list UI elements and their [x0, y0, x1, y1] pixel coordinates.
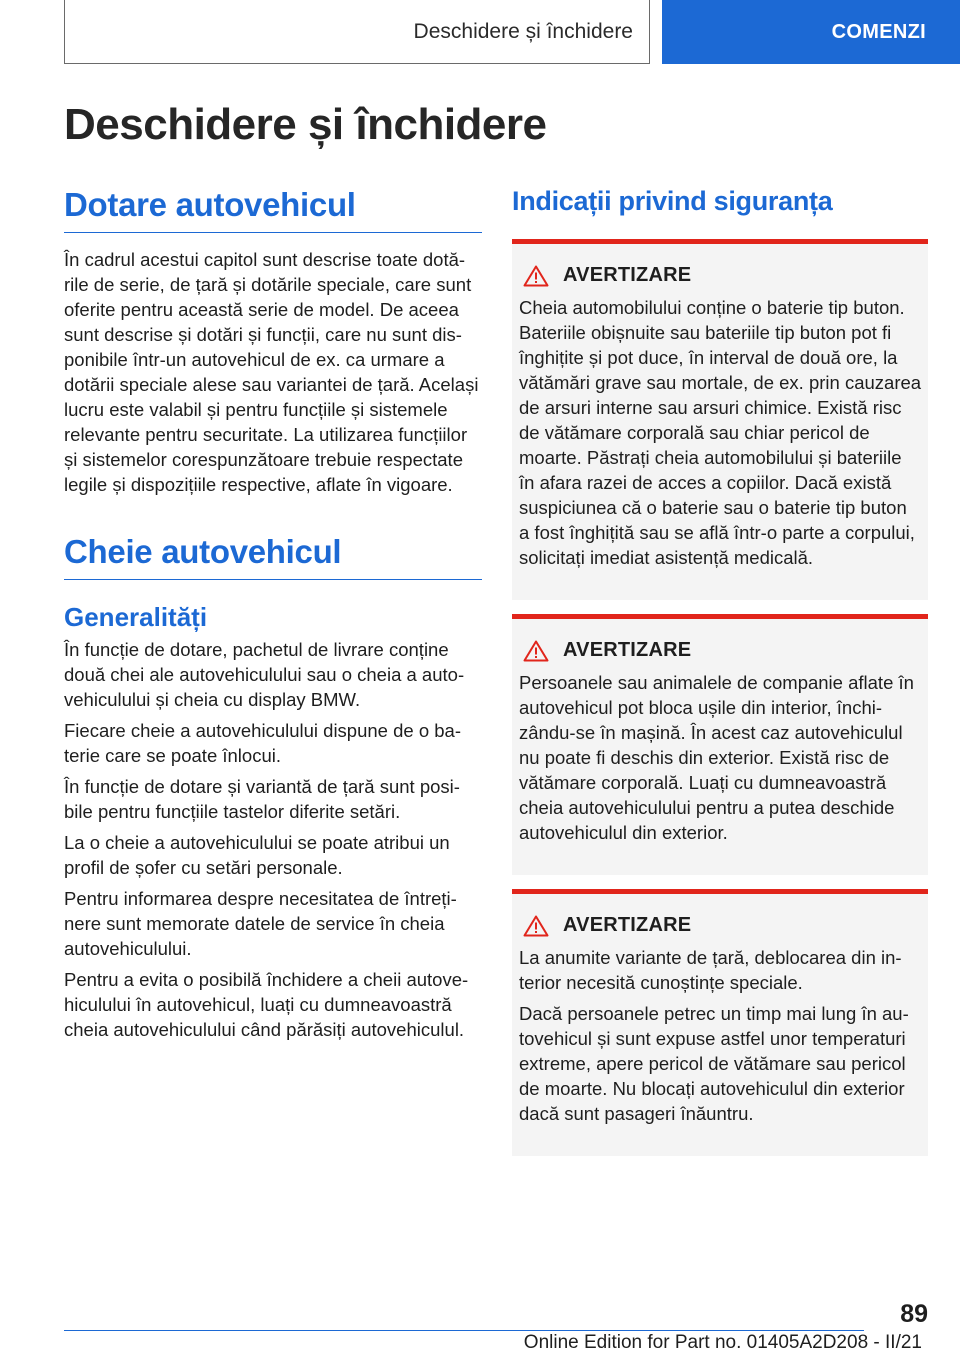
- warning-box: [512, 614, 928, 875]
- warning-text: Dacă persoanele petrec un timp mai lung în autovehicul și sunt expuse astfel unor temperaturi extreme, apere pericol de vătămare sau pericol de moarte. Nu blocați autovehiculul din exterior dacă sunt pasageri înăuntru.: [519, 1003, 909, 1124]
- warning-label: AVERTIZARE: [563, 639, 692, 661]
- warning-header: [519, 914, 922, 937]
- general-paragraph: Pentru a evita o posibilă închidere a cheii autovehiculului în autovehicul, luați cu dumneavoastră cheia autovehiculului când părăsiți autovehiculul.: [64, 969, 469, 1040]
- warning-text: Persoanele sau animalele de companie aflate în autovehicul pot bloca ușile din interior, închizându-se în mașină. În acest caz autovehiculul nu poate fi deschis din exterior. Există risc de vătămare corporală. Luați cu dumneavoastră cheia autovehiculului pentru a putea deschide autovehiculul din exterior.: [519, 672, 914, 843]
- general-paragraph: La o cheie a autovehiculului se poate atribui un profil de șofer cu setări personale.: [64, 832, 450, 878]
- warning-triangle-icon: [523, 265, 549, 287]
- chapter-tab: [64, 0, 650, 64]
- page-title: Deschidere și închidere: [64, 100, 547, 149]
- edition-text: Online Edition for Part no. 01405A2D208 - II/21: [523, 1332, 922, 1353]
- warning-label: AVERTIZARE: [563, 914, 692, 936]
- general-paragraph: Pentru informarea despre necesitatea de întreținere sunt memorate datele de service în cheia autovehiculului.: [64, 888, 457, 959]
- warning-triangle-icon: [523, 640, 549, 662]
- right-column: [512, 186, 928, 1170]
- key-heading: Cheie autovehicul: [64, 533, 482, 580]
- warning-label: AVERTIZARE: [563, 264, 692, 286]
- general-paragraph: Fiecare cheie a autovehiculului dispune de o baterie care se poate înlocui.: [64, 720, 461, 766]
- footer-divider: [64, 1330, 864, 1331]
- general-paragraph: În funcție de dotare, pachetul de livrare conține două chei ale autovehiculului sau o cheia a autovehiculului și cheia cu display BMW.: [64, 639, 465, 710]
- warning-text: La anumite variante de țară, deblocarea din interior necesită cunoștințe speciale.: [519, 947, 902, 993]
- page-number: 89: [900, 1300, 928, 1328]
- general-paragraph: În funcție de dotare și variantă de țară sunt posibile pentru funcțiile tastelor diferite setări.: [64, 776, 460, 822]
- equipment-text: În cadrul acestui capitol sunt descrise toate dotările de serie, de țară și dotările speciale, care sunt oferite pentru această serie de model. De aceea sunt descrise și dotări și funcții, care nu sunt disponibile într-un autovehicul de ex. ca urmare a dotării speciale alese sau variantei de țară. Același lucru este valabil și pentru funcțiile și sistemele relevante pentru securitate. La utilizarea funcțiilor și sistemelor corespunzătoare trebuie respectate legile și dispozițiile respective, aflate în vigoare.: [64, 249, 479, 495]
- warning-header: [519, 639, 922, 662]
- safety-heading: Indicații privind siguranța: [512, 186, 833, 216]
- warning-box: [512, 239, 928, 600]
- general-heading: Generalități: [64, 602, 208, 632]
- section-label: COMENZI: [831, 20, 926, 43]
- section-tab[interactable]: [662, 0, 960, 64]
- chapter-title: Deschidere și închidere: [413, 19, 633, 43]
- warning-box: [512, 889, 928, 1156]
- left-column: [64, 186, 482, 1048]
- warning-header: [519, 264, 922, 287]
- equipment-heading: Dotare autovehicul: [64, 186, 482, 233]
- warning-triangle-icon: [523, 915, 549, 937]
- warning-text: Cheia automobilului conține o baterie tip buton. Bateriile obișnuite sau bateriile tip buton pot fi înghițite și pot duce, în interval de două ore, la vătămări grave sau mortale, de ex. prin cauzarea de arsuri interne sau arsuri chimice. Există risc de vătămare corporală sau chiar pericol de moarte. Păstrați cheia automobilului și bateriile în afara razei de acces a copiilor. Dacă există suspiciunea că o baterie sau o baterie tip buton a fost înghițită sau se află într-o parte a corpului, solicitați imediat asistență medicală.: [519, 297, 922, 568]
